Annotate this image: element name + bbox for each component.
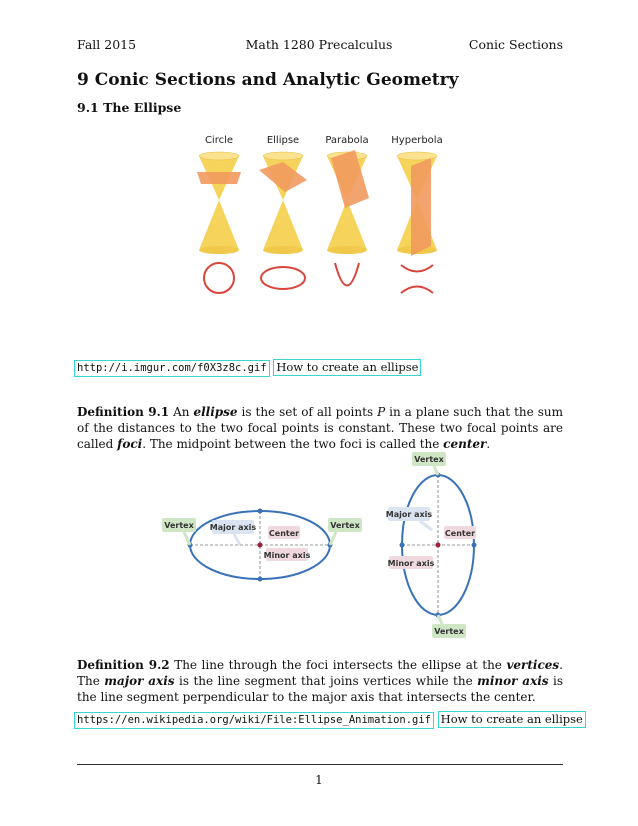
link-wikipedia-url[interactable]: https://en.wikipedia.org/wiki/File:Ellipse_Animation.gif: [74, 712, 434, 729]
horizontal-ellipse: [162, 509, 362, 582]
figure-label-ellipse: Ellipse: [266, 135, 300, 146]
v-major-axis-label: Major axis: [385, 510, 433, 519]
curve-circle: [204, 263, 234, 293]
link-imgur-url[interactable]: http://i.imgur.com/f0X3z8c.gif: [74, 360, 270, 377]
term-major-axis: major axis: [104, 674, 175, 688]
ellipse-anatomy-figure: [150, 448, 490, 646]
term-foci: foci: [117, 437, 143, 451]
section-title: 9 Conic Sections and Analytic Geometry: [77, 70, 459, 90]
header-topic: Conic Sections: [468, 37, 563, 52]
v-center-label: Center: [444, 529, 476, 538]
h-minor-axis-label: Minor axis: [263, 551, 311, 560]
v-vertex-bottom-label: Vertex: [434, 627, 464, 636]
subsection-title: 9.1 The Ellipse: [77, 100, 182, 115]
curve-hyperbola: [401, 265, 433, 293]
cone-parabola: [327, 150, 369, 254]
link-imgur-text[interactable]: How to create an ellipse: [273, 359, 421, 376]
cone-circle: [197, 152, 241, 254]
definition-9-1: Definition 9.1 An ellipse is the set of all points P in a plane such that the sum of the distances to the two focal points is constant. These two focal points are called foci. The midpoint between the two foci is called the center.: [77, 405, 563, 451]
term-minor-axis: minor axis: [477, 674, 549, 688]
h-vertex-right-label: Vertex: [330, 521, 360, 530]
h-center-label: Center: [268, 529, 300, 538]
v-vertex-top-label: Vertex: [414, 455, 444, 464]
figure-label-hyperbola: Hyperbola: [391, 135, 443, 146]
curve-ellipse: [261, 267, 305, 289]
h-vertex-left-label: Vertex: [164, 521, 194, 530]
definition-label: Definition 9.1: [77, 405, 170, 419]
cone-ellipse: [259, 152, 307, 254]
conic-sections-figure: [185, 128, 455, 303]
figure-label-circle: Circle: [204, 135, 234, 146]
figure-label-parabola: Parabola: [325, 135, 369, 146]
link-row-wikipedia: [74, 711, 586, 729]
header-course-title: Math 1280 Precalculus: [245, 37, 393, 52]
cone-hyperbola: [397, 152, 437, 256]
term-vertices: vertices: [506, 658, 560, 672]
term-ellipse: ellipse: [193, 405, 238, 419]
link-row-imgur: [74, 359, 421, 377]
footer-rule: [77, 764, 563, 765]
curve-parabola: [335, 263, 359, 286]
definition-label: Definition 9.2: [77, 658, 170, 672]
header-course-term: Fall 2015: [77, 37, 137, 52]
page-number: 1: [315, 773, 323, 787]
definition-9-2: Definition 9.2 The line through the foci intersects the ellipse at the vertices. The major axis is the line segment that joins vertices while the minor axis is the line segment perpendicular to the major axis that intersects the center.: [77, 658, 564, 704]
link-wikipedia-text[interactable]: How to create an ellipse: [438, 711, 586, 728]
vertical-ellipse: [386, 452, 477, 638]
h-major-axis-label: Major axis: [209, 523, 257, 532]
v-minor-axis-label: Minor axis: [387, 559, 435, 568]
term-center: center: [443, 437, 487, 451]
